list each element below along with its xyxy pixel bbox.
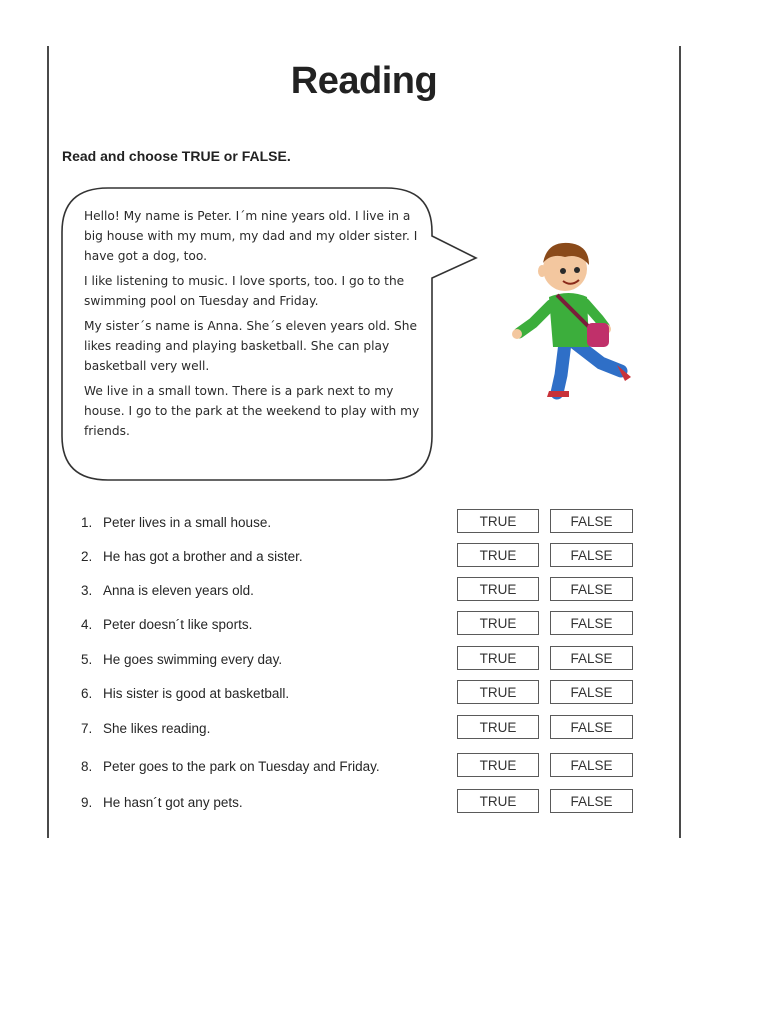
question-statement: He has got a brother and a sister.: [103, 549, 303, 564]
question-row: [81, 543, 661, 571]
question-number: 7.: [81, 721, 93, 736]
false-option[interactable]: FALSE: [550, 611, 633, 635]
story-paragraph: I like listening to music. I love sports, too. I go to the swimming pool on Tuesday and Friday.: [84, 274, 405, 308]
true-option[interactable]: TRUE: [457, 753, 539, 777]
question-number: 6.: [81, 686, 93, 701]
true-option[interactable]: TRUE: [457, 509, 539, 533]
true-option[interactable]: TRUE: [457, 789, 539, 813]
question-text: [81, 515, 271, 530]
instruction-text: Read and choose TRUE or FALSE.: [62, 148, 291, 164]
false-option[interactable]: FALSE: [550, 789, 633, 813]
question-text: [81, 549, 303, 564]
question-row: [81, 753, 661, 781]
question-number: 5.: [81, 652, 93, 667]
question-row: [81, 715, 661, 743]
question-statement: Peter goes to the park on Tuesday and Friday.: [103, 759, 380, 774]
question-text: [81, 686, 289, 701]
question-statement: Peter lives in a small house.: [103, 515, 272, 530]
question-statement: She likes reading.: [103, 721, 211, 736]
story-paragraph: We live in a small town. There is a park next to my house. I go to the park at the weekend to play with my friends.: [84, 384, 420, 438]
question-number: 2.: [81, 549, 93, 564]
question-row: [81, 646, 661, 674]
true-option[interactable]: TRUE: [457, 680, 539, 704]
question-row: [81, 680, 661, 708]
question-text: [81, 583, 254, 598]
walking-boy-icon: [505, 235, 640, 405]
false-option[interactable]: FALSE: [550, 509, 633, 533]
question-number: 3.: [81, 583, 93, 598]
false-option[interactable]: FALSE: [550, 753, 633, 777]
question-statement: Peter doesn´t like sports.: [103, 617, 253, 632]
question-statement: He hasn´t got any pets.: [103, 795, 243, 810]
question-text: [81, 795, 243, 810]
question-number: 9.: [81, 795, 93, 810]
question-statement: He goes swimming every day.: [103, 652, 283, 667]
question-text: [81, 652, 282, 667]
question-statement: His sister is good at basketball.: [103, 686, 290, 701]
question-row: [81, 577, 661, 605]
false-option[interactable]: FALSE: [550, 715, 633, 739]
question-statement: Anna is eleven years old.: [103, 583, 254, 598]
false-option[interactable]: FALSE: [550, 646, 633, 670]
question-row: [81, 789, 661, 817]
question-number: 4.: [81, 617, 93, 632]
question-text: [81, 617, 252, 632]
true-option[interactable]: TRUE: [457, 543, 539, 567]
story-paragraph: My sister´s name is Anna. She´s eleven years old. She likes reading and playing basketball. She can play basketball very well.: [84, 319, 418, 373]
true-option[interactable]: TRUE: [457, 715, 539, 739]
question-row: [81, 611, 661, 639]
story-text: [84, 206, 424, 446]
true-option[interactable]: TRUE: [457, 577, 539, 601]
question-number: 8.: [81, 759, 93, 774]
page-title: Reading: [290, 60, 438, 102]
false-option[interactable]: FALSE: [550, 543, 633, 567]
question-text: [81, 759, 380, 774]
false-option[interactable]: FALSE: [550, 577, 633, 601]
story-paragraph: Hello! My name is Peter. I´m nine years old. I live in a big house with my mum, my dad and my older sister. I have got a dog, too.: [84, 209, 418, 263]
true-option[interactable]: TRUE: [457, 646, 539, 670]
false-option[interactable]: FALSE: [550, 680, 633, 704]
question-text: [81, 721, 210, 736]
true-option[interactable]: TRUE: [457, 611, 539, 635]
question-number: 1.: [81, 515, 93, 530]
question-row: [81, 509, 661, 537]
